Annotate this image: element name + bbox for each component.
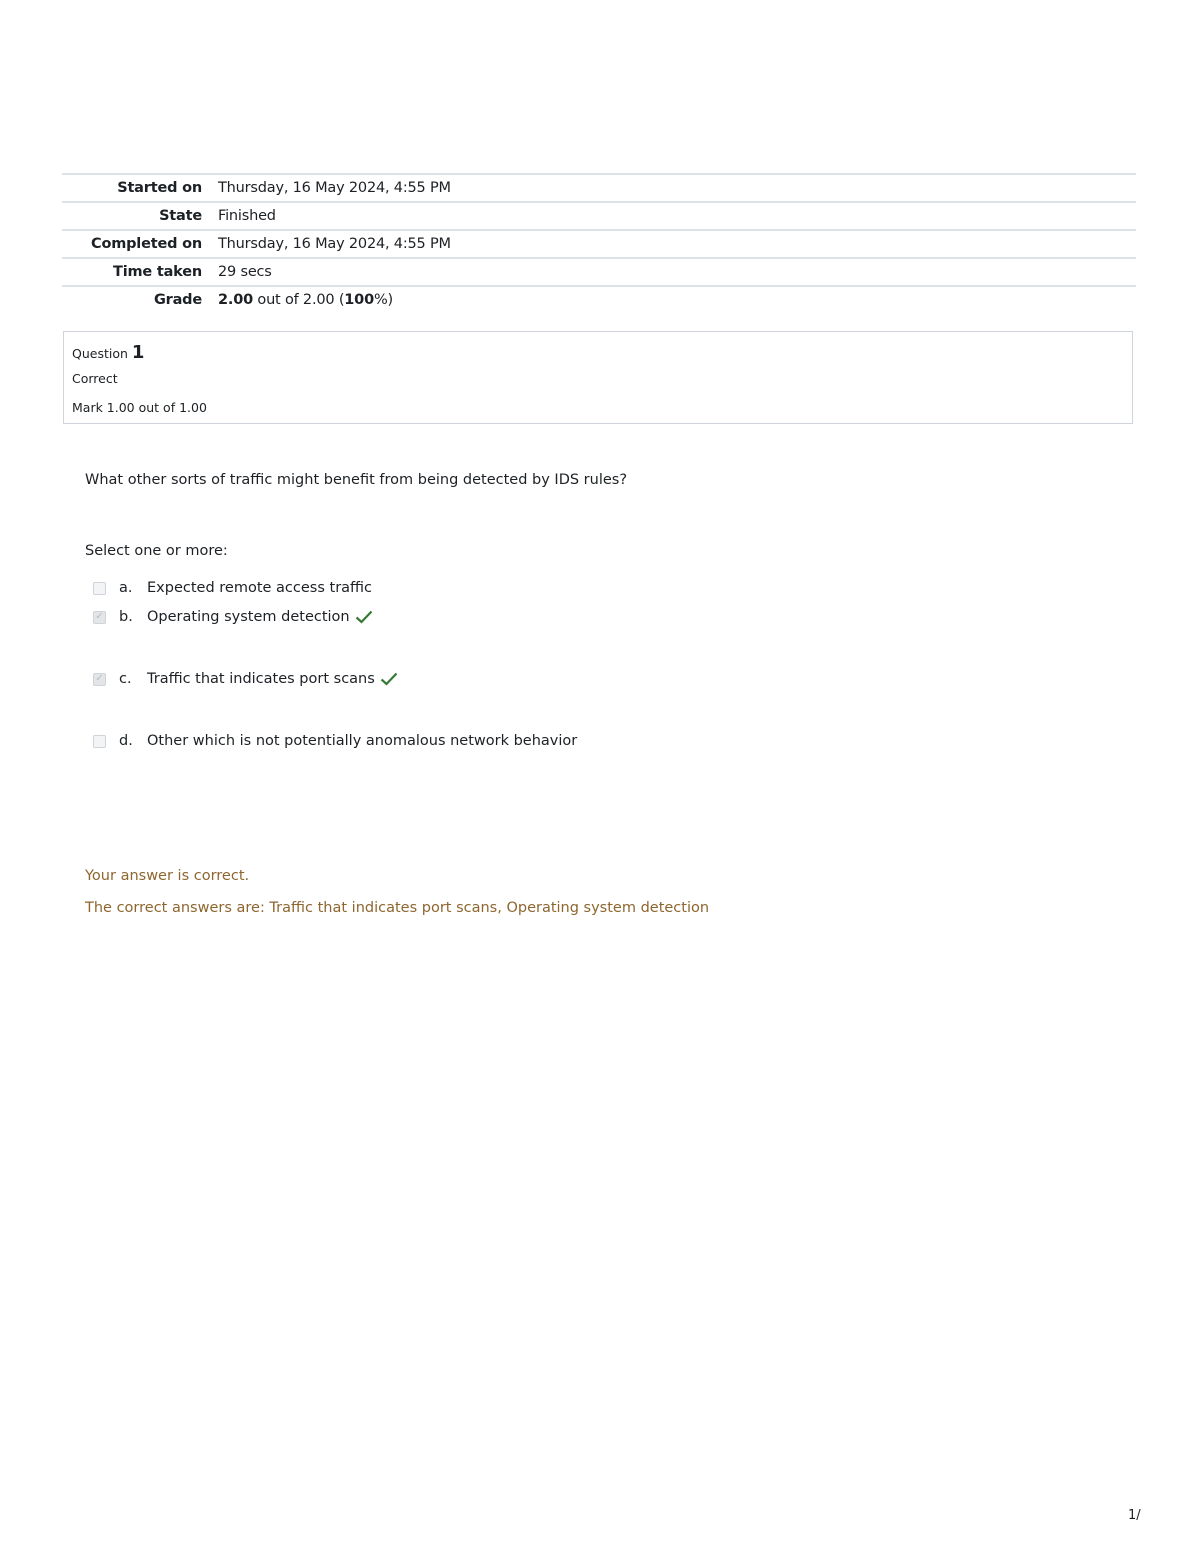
option-letter: d. [119, 733, 133, 749]
grade-label: Grade [153, 292, 202, 308]
question-text: What other sorts of traffic might benefit from being detected by IDS rules? [85, 472, 628, 488]
checkbox-c[interactable]: ✓ [93, 673, 106, 686]
option-text: Operating system detection [147, 609, 350, 625]
summary-row-time [62, 257, 1136, 285]
time-taken-value: 29 secs [218, 264, 272, 280]
summary-row-completed [62, 229, 1136, 257]
grade-score: 2.00 [218, 292, 253, 308]
option-letter: b. [119, 609, 133, 625]
state-label: State [159, 208, 202, 224]
question-label: Question [72, 346, 128, 361]
option-text: Traffic that indicates port scans [147, 671, 375, 687]
option-letter: c. [119, 671, 132, 687]
summary-row-state [62, 201, 1136, 229]
question-number-value: 1 [131, 342, 145, 363]
answer-option-b[interactable] [93, 607, 373, 627]
completed-on-label: Completed on [91, 236, 202, 252]
option-text: Expected remote access traffic [147, 580, 373, 596]
correct-answers-feedback: The correct answers are: Traffic that indicates port scans, Operating system detection [85, 900, 710, 916]
answer-prompt: Select one or more: [85, 543, 228, 559]
option-letter: a. [119, 580, 133, 596]
question-state: Correct [72, 371, 118, 386]
question-number [72, 342, 144, 363]
answer-option-c[interactable] [93, 669, 398, 689]
answer-feedback: Your answer is correct. [85, 868, 250, 884]
answer-option-d[interactable] [93, 731, 577, 751]
started-on-label: Started on [117, 180, 202, 196]
correct-check-icon [355, 610, 373, 624]
question-info-box [63, 331, 1133, 424]
completed-on-value: Thursday, 16 May 2024, 4:55 PM [218, 236, 451, 252]
correct-check-icon [380, 672, 398, 686]
summary-row-grade [62, 285, 1136, 313]
option-text: Other which is not potentially anomalous network behavior [147, 733, 578, 749]
grade-out-of: out of 2.00 ( [252, 292, 345, 308]
state-value: Finished [218, 208, 276, 224]
grade-percent: 100 [344, 292, 374, 308]
checkbox-b[interactable]: ✓ [93, 611, 106, 624]
started-on-value: Thursday, 16 May 2024, 4:55 PM [218, 180, 451, 196]
time-taken-label: Time taken [113, 264, 202, 280]
grade-value [218, 292, 1136, 308]
checkbox-a[interactable] [93, 582, 106, 595]
page-number: 1/ [1128, 1508, 1141, 1523]
checkbox-d[interactable] [93, 735, 106, 748]
answer-option-a[interactable] [93, 578, 372, 598]
question-mark: Mark 1.00 out of 1.00 [72, 400, 207, 415]
summary-row-started [62, 173, 1136, 201]
grade-tail: %) [373, 292, 394, 308]
attempt-summary-table [62, 173, 1136, 313]
